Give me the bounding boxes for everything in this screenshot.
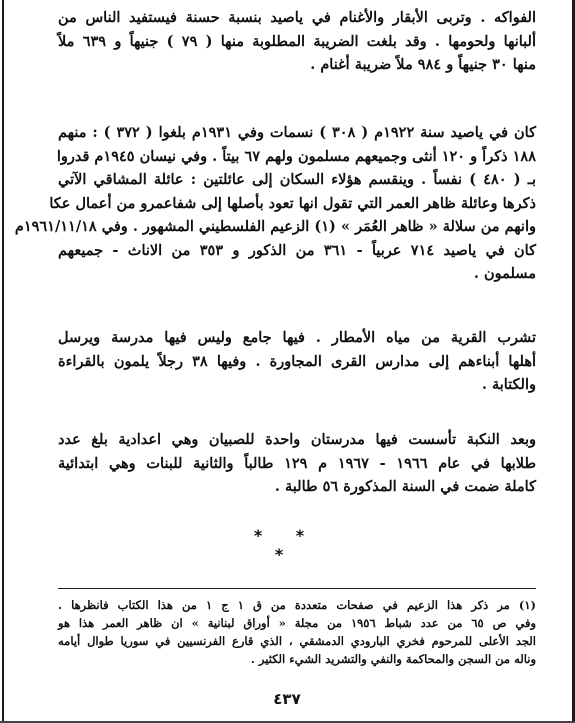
text-line: كان في ياصيد سنة ١٩٢٢م ( ٣٠٨ ) نسمات وفي ١٩٣١م بلغوا ( ٣٧٢ ) : منهم — [58, 124, 536, 141]
footnote-line: (١) مر ذكر هذا الزعيم في صفحات متعددة من ق ١ ج ١ من هذا الكتاب فانظرها . — [58, 598, 536, 612]
paragraph-schools — [58, 428, 536, 499]
text-line: ذكرها وعائلة ظاهر العمر التي تقول انها تعود بأصلها إلى شفاعمرو من أعمال عكا — [49, 194, 536, 212]
text-line: منها ٣٠ جنيهاً و ٩٨٤ ملاً ضريبة أغنام . — [310, 56, 536, 73]
scan-border-left — [2, 0, 4, 723]
text-line: طلابها في عام ١٩٦٦ - ١٩٦٧ م ١٢٩ طالباً والثانية للبنات وهي ابتدائية — [58, 454, 536, 472]
text-line: ألبانها ولحومها . وقد بلغت الضريبة المطلوبة منها ( ٧٩ ) جنيهاً و ٦٣٩ ملاً — [58, 32, 537, 50]
text-line: وبعد النكبة تأسست فيها مدرستان واحدة للصبيان وهي اعدادية بلغ عدد — [58, 431, 536, 448]
paragraph-population — [14, 121, 536, 286]
text-line: وانهم من سلالة « ظاهر العُمَر » (١) الزعيم الفلسطيني المشهور . وفي ١٩٦١/١١/١٨م — [14, 218, 536, 235]
text-line: كان في ياصيد ٧١٤ عربياً - ٣٦١ من الذكور و ٣٥٣ من الاناث - جميعهم — [58, 241, 536, 259]
paragraph-livestock — [58, 6, 536, 77]
text-line: مسلمون . — [473, 265, 536, 282]
text-line: ١٨٨ ذكراً و ١٢٠ أنثى وجميعهم مسلمون ولهم ٦٧ بيتاً . وفي نيسان ١٩٤٥م قدروا — [56, 147, 536, 165]
text-line: والكتابة . — [481, 376, 536, 393]
section-separator: * * * — [253, 526, 319, 564]
paragraph-water-and-mosque — [58, 326, 536, 397]
text-line: كاملة ضمت في السنة المذكورة ٥٦ طالبة . — [274, 478, 536, 495]
text-line: تشرب القرية من مياه الأمطار . فيها جامع وليس فيها مدرسة ويرسل — [58, 329, 536, 346]
footnote-divider — [58, 588, 536, 589]
footnote-line: الجد الأعلى للمرحوم فخري البارودي الدمشقي ، الذي قارع الفرنسيين في سوريا طوال أيامه — [58, 634, 536, 648]
text-line: الفواكه . وتربى الأبقار والأغنام في ياصيد بنسبة حسنة فيستفيد الناس من — [58, 9, 536, 26]
footnote-line: وناله من السجن والمحاكمة والنفي والتشريد الشيء الكثير . — [250, 652, 536, 666]
footnote — [58, 596, 536, 668]
text-line: أهلها أبناءهم إلى مدارس القرى المجاورة . وفيها ٣٨ رجلاً يلمون بالقراءة — [58, 352, 536, 370]
footnote-line: وفي ص ٦٥ من عدد شباط ١٩٥٦ من مجلة « أوراق لبنانية » ان ظاهر العمر هذا هو — [58, 616, 536, 630]
page-number: ٤٣٧ — [273, 690, 301, 708]
text-line: بـ ( ٤٨٠ ) نفساً . وينقسم هؤلاء السكان إلى عائلتين : عائلة المشاقي الآتي — [58, 171, 536, 188]
